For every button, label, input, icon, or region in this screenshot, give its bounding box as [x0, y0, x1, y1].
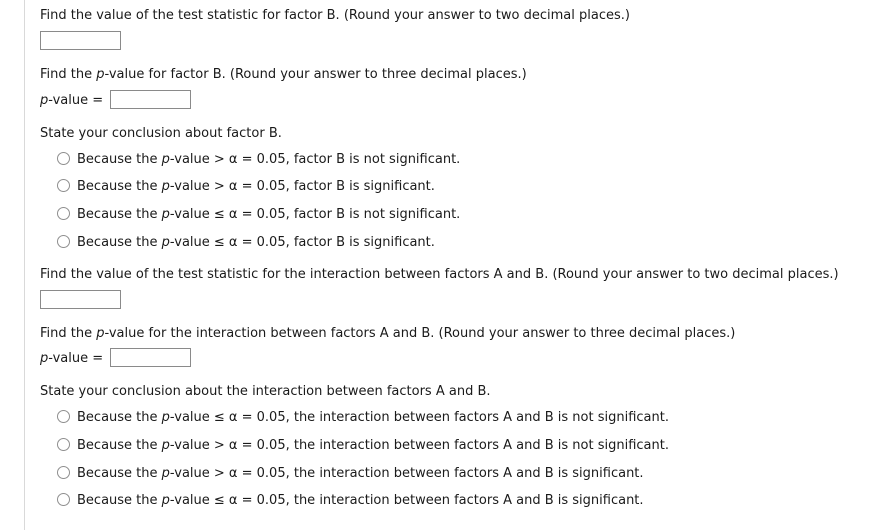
q3-prompt: State your conclusion about factor B. — [40, 126, 282, 141]
q3-o1-pre: Because the — [77, 152, 162, 167]
q5-pvalue-input[interactable] — [110, 348, 191, 367]
q3-o4-post: -value ≤ α = 0.05, factor B is significant. — [169, 235, 435, 250]
q2-prompt-post: -value for factor B. (Round your answer to three decimal places.) — [104, 67, 527, 82]
q3-option-1-label[interactable] — [77, 152, 460, 168]
q6-o1-var: p — [161, 410, 170, 425]
q3-o3-var: p — [161, 207, 170, 222]
q1-answer-input[interactable] — [40, 31, 121, 50]
q1-prompt: Find the value of the test statistic for factor B. (Round your answer to two decimal places.) — [40, 8, 630, 23]
q6-prompt: State your conclusion about the interaction between factors A and B. — [40, 384, 491, 399]
q4-prompt: Find the value of the test statistic for the interaction between factors A and B. (Round your answer to two decimal places.) — [40, 267, 839, 282]
q6-o2-pre: Because the — [77, 438, 162, 453]
q3-option-3-label[interactable] — [77, 207, 460, 223]
q6-o1-pre: Because the — [77, 410, 162, 425]
q6-o4-post: -value ≤ α = 0.05, the interaction between factors A and B is significant. — [169, 493, 644, 508]
q6-o1-post: -value ≤ α = 0.05, the interaction between factors A and B is not significant. — [169, 410, 669, 425]
q3-o1-var: p — [161, 152, 170, 167]
q3-o2-pre: Because the — [77, 179, 162, 194]
q3-option-4-radio[interactable] — [57, 235, 70, 248]
q3-option-4-label[interactable] — [77, 235, 435, 251]
q6-option-4-radio[interactable] — [57, 493, 70, 506]
q4-answer-input[interactable] — [40, 290, 121, 309]
q2-prompt — [40, 67, 527, 83]
q6-o4-pre: Because the — [77, 493, 162, 508]
left-border — [24, 0, 25, 530]
q6-o2-var: p — [161, 438, 170, 453]
q3-option-2-radio[interactable] — [57, 179, 70, 192]
q3-o4-var: p — [161, 235, 170, 250]
q6-option-2-radio[interactable] — [57, 438, 70, 451]
q6-o2-post: -value > α = 0.05, the interaction between factors A and B is not significant. — [169, 438, 669, 453]
q3-option-1-radio[interactable] — [57, 152, 70, 165]
q3-o2-var: p — [161, 179, 170, 194]
q5-prompt — [40, 326, 735, 342]
q3-o3-post: -value ≤ α = 0.05, factor B is not significant. — [169, 207, 461, 222]
q2-pvalue-label — [40, 93, 103, 109]
q5-label-var: p — [40, 351, 49, 366]
q6-o4-var: p — [161, 493, 170, 508]
q3-o2-post: -value > α = 0.05, factor B is significant. — [169, 179, 435, 194]
q3-option-2-label[interactable] — [77, 179, 435, 195]
q5-label-post: -value = — [48, 351, 104, 366]
q2-pvalue-input[interactable] — [110, 90, 191, 109]
q6-option-3-radio[interactable] — [57, 466, 70, 479]
q3-o1-post: -value > α = 0.05, factor B is not significant. — [169, 152, 461, 167]
q2-prompt-var: p — [96, 67, 105, 82]
q3-option-3-radio[interactable] — [57, 207, 70, 220]
q2-label-var: p — [40, 93, 49, 108]
q6-option-1-radio[interactable] — [57, 410, 70, 423]
q6-o3-pre: Because the — [77, 466, 162, 481]
q2-label-post: -value = — [48, 93, 104, 108]
q6-option-2-label[interactable] — [77, 438, 669, 454]
q5-prompt-pre: Find the — [40, 326, 97, 341]
q5-prompt-var: p — [96, 326, 105, 341]
q3-o3-pre: Because the — [77, 207, 162, 222]
q6-o3-var: p — [161, 466, 170, 481]
q3-o4-pre: Because the — [77, 235, 162, 250]
q6-option-3-label[interactable] — [77, 466, 644, 482]
q2-prompt-pre: Find the — [40, 67, 97, 82]
q5-pvalue-label — [40, 351, 103, 367]
q6-o3-post: -value > α = 0.05, the interaction between factors A and B is significant. — [169, 466, 644, 481]
q5-prompt-post: -value for the interaction between factors A and B. (Round your answer to three decimal places.) — [104, 326, 736, 341]
q6-option-4-label[interactable] — [77, 493, 644, 509]
q6-option-1-label[interactable] — [77, 410, 669, 426]
